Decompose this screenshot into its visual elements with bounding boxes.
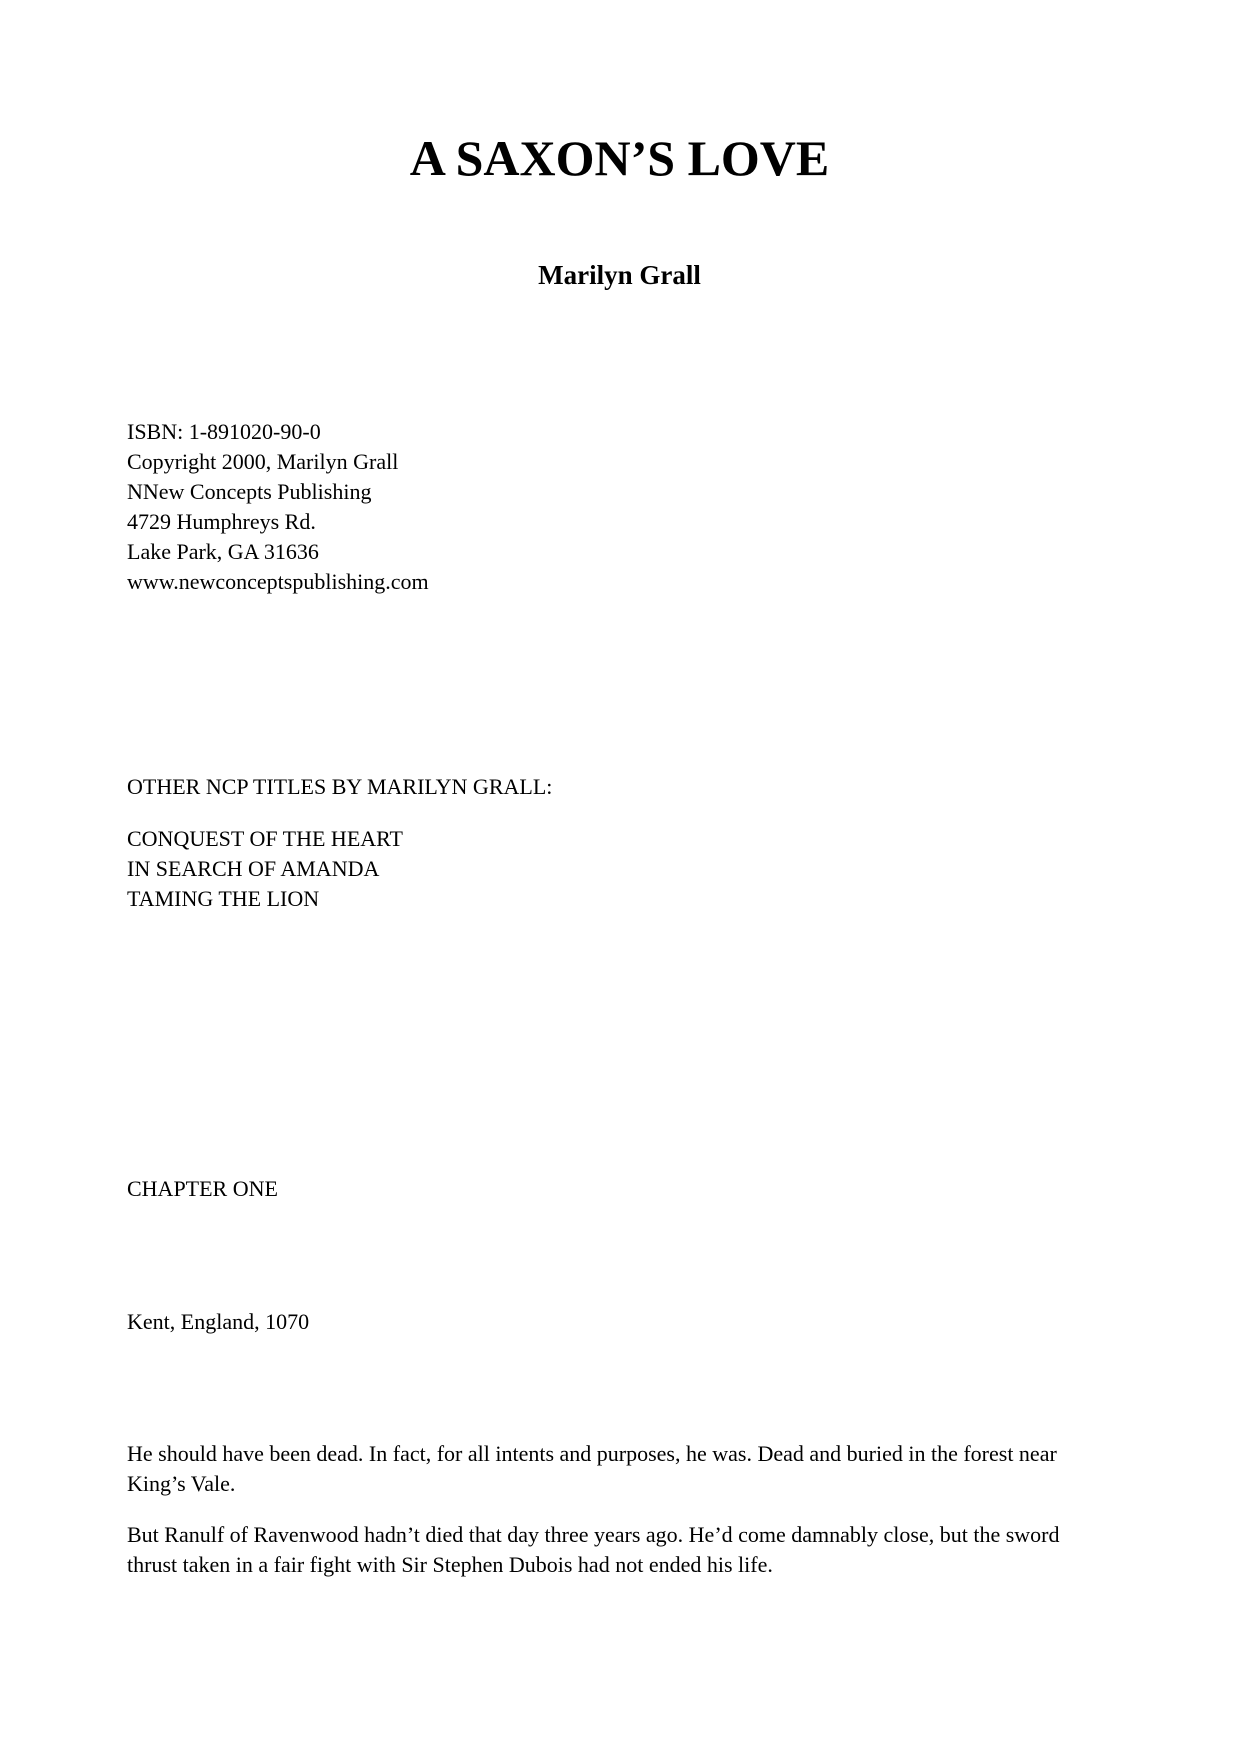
other-titles-heading: OTHER NCP TITLES BY MARILYN GRALL:	[127, 774, 553, 799]
other-title-item: TAMING THE LION	[127, 886, 320, 911]
other-titles-list	[127, 824, 1112, 914]
setting-line: Kent, England, 1070	[127, 1309, 310, 1334]
publisher-line: NNew Concepts Publishing	[127, 479, 372, 504]
book-title: A SAXON’S LOVE	[409, 130, 830, 186]
address-city-line: Lake Park, GA 31636	[127, 539, 319, 564]
chapter-heading: CHAPTER ONE	[127, 1176, 278, 1201]
copyright-line: Copyright 2000, Marilyn Grall	[127, 449, 399, 474]
other-title-item: IN SEARCH OF AMANDA	[127, 856, 380, 881]
body-paragraph: But Ranulf of Ravenwood hadn’t died that day three years ago. He’d come damnably close, but the sword thrust taken in a fair fight with Sir Stephen Dubois had not ended his life.	[127, 1522, 1060, 1577]
publication-info	[127, 417, 1112, 597]
body-paragraph: He should have been dead. In fact, for all intents and purposes, he was. Dead and buried in the forest near King’s Vale.	[127, 1441, 1057, 1496]
address-street-line: 4729 Humphreys Rd.	[127, 509, 316, 534]
website-line: www.newconceptspublishing.com	[127, 569, 429, 594]
other-title-item: CONQUEST OF THE HEART	[127, 826, 403, 851]
isbn-line: ISBN: 1-891020-90-0	[127, 419, 321, 444]
book-author: Marilyn Grall	[538, 260, 701, 290]
